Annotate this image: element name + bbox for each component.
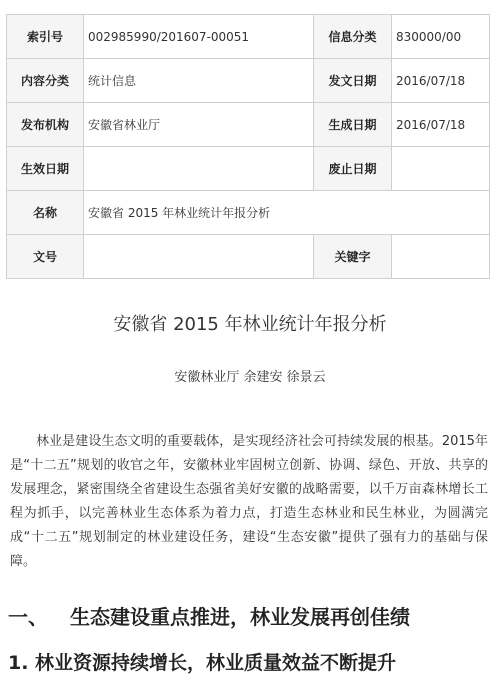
subsection-heading: 1. 林业资源持续增长，林业质量效益不断提升: [8, 652, 397, 674]
generated-date-label: 生成日期: [314, 103, 392, 147]
name-value: 安徽省 2015 年林业统计年报分析: [84, 191, 490, 235]
section-heading-number: 一、: [8, 605, 48, 629]
table-row: [7, 147, 490, 191]
document-number-value: [84, 235, 314, 279]
index-number-label: 索引号: [7, 15, 84, 59]
info-category-value: 830000/00: [392, 15, 490, 59]
generated-date-value: 2016/07/18: [392, 103, 490, 147]
table-row: [7, 191, 490, 235]
effective-date-value: [84, 147, 314, 191]
name-label: 名称: [7, 191, 84, 235]
keywords-value: [392, 235, 490, 279]
content-category-label: 内容分类: [7, 59, 84, 103]
publish-date-label: 发文日期: [314, 59, 392, 103]
publisher-value: 安徽省林业厅: [84, 103, 314, 147]
content-category-value: 统计信息: [84, 59, 314, 103]
keywords-label: 关键字: [314, 235, 392, 279]
article-title: 安徽省 2015 年林业统计年报分析: [113, 314, 387, 335]
table-row: [7, 59, 490, 103]
publish-date-value: 2016/07/18: [392, 59, 490, 103]
table-row: [7, 15, 490, 59]
table-row: [7, 235, 490, 279]
table-row: [7, 103, 490, 147]
info-category-label: 信息分类: [314, 15, 392, 59]
article-paragraph: 林业是建设生态文明的重要载体，是实现经济社会可持续发展的根基。2015年是“十二五”规划的收官之年，安徽林业牢固树立创新、协调、绿色、开放、共享的发展理念，紧密围绕全省建设生态强省美好安徽的战略需要，以千万亩森林增长工程为抓手，以完善林业生态体系为着力点，打造生态林业和民生林业，为圆满完成“十二五”规划制定的林业建设任务，建设“生态安徽”提供了强有力的基础与保障。: [10, 434, 488, 569]
document-number-label: 文号: [7, 235, 84, 279]
expiry-date-value: [392, 147, 490, 191]
metadata-table: [6, 14, 490, 279]
effective-date-label: 生效日期: [7, 147, 84, 191]
publisher-label: 发布机构: [7, 103, 84, 147]
index-number-value: 002985990/201607-00051: [84, 15, 314, 59]
section-heading-text: 生态建设重点推进，林业发展再创佳绩: [70, 605, 410, 629]
article-authors: 安徽林业厅 余建安 徐景云: [174, 370, 326, 385]
expiry-date-label: 废止日期: [314, 147, 392, 191]
section-heading: [8, 601, 492, 630]
